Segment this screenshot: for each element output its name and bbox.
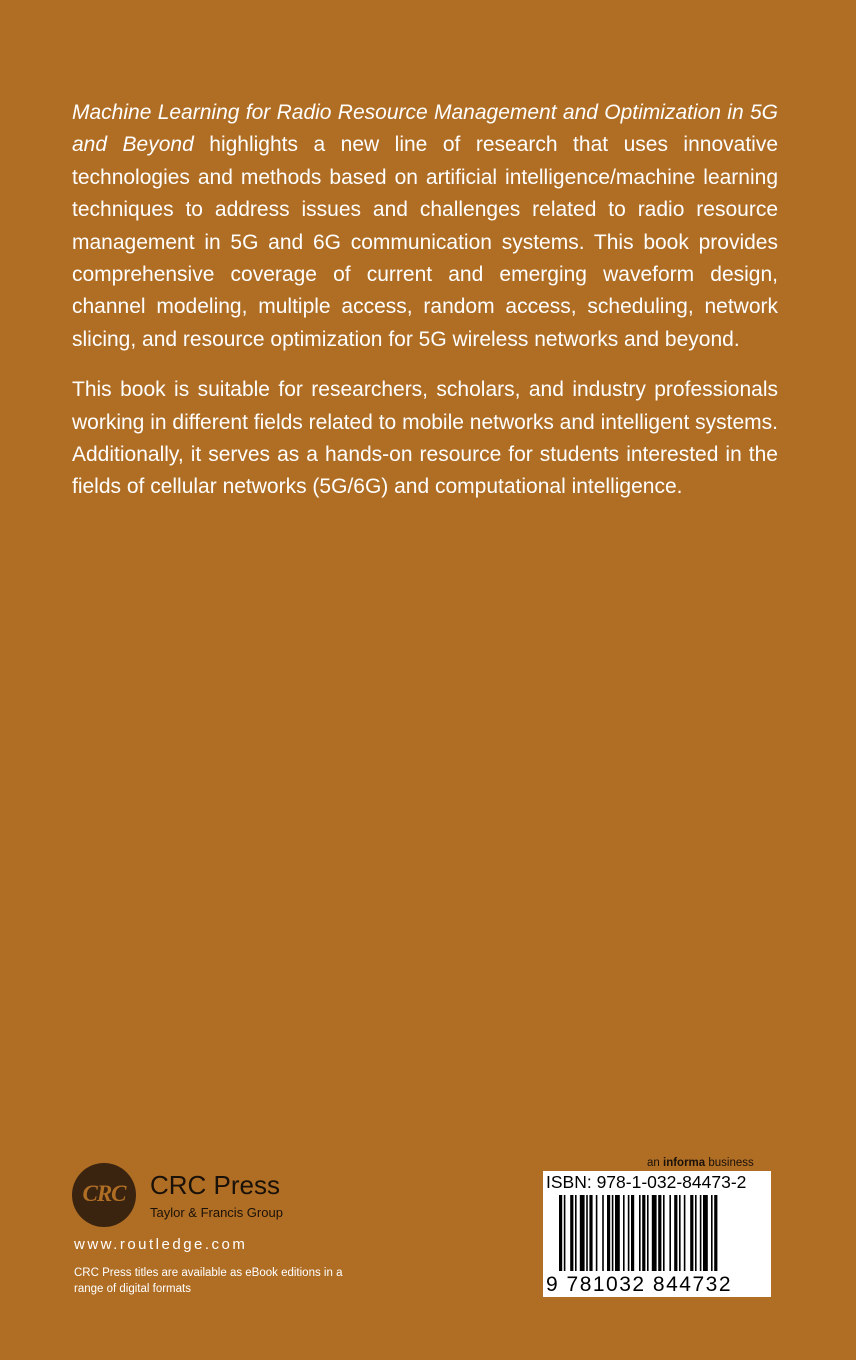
barcode-bar xyxy=(684,1195,686,1271)
barcode-bar xyxy=(647,1195,649,1271)
barcode-bar xyxy=(564,1195,566,1271)
ebook-note: CRC Press titles are available as eBook editions in a range of digital formats xyxy=(74,1267,343,1295)
barcode-bar xyxy=(631,1195,634,1271)
barcode-bar xyxy=(623,1195,625,1271)
barcode-bar xyxy=(570,1195,573,1271)
barcode-bar xyxy=(607,1195,610,1271)
description-paragraph-1 xyxy=(72,97,778,356)
informa-word: informa xyxy=(663,1157,706,1169)
publisher-group: Taylor & Francis Group xyxy=(150,1205,283,1220)
description-paragraph-2: This book is suitable for researchers, scholars, and industry professionals working in different fields related to mobile networks and intelligent systems. Additionally, it serves as a hands-on resource for students interested in the fields of cellular networks (5G/6G) and computational intelligence. xyxy=(72,378,778,499)
back-cover-description xyxy=(72,97,778,522)
barcode-bar xyxy=(652,1195,657,1271)
barcode-bars xyxy=(559,1195,763,1271)
barcode-bar xyxy=(575,1195,577,1271)
crc-logo xyxy=(72,1163,136,1227)
barcode-bar xyxy=(639,1195,641,1271)
barcode-bar xyxy=(612,1195,614,1271)
description-body: highlights a new line of research that uses innovative technologies and methods based on artificial intelligence/machine learning techniques to address issues and challenges related to radio resource management in 5G and 6G communication systems. This book provides comprehensive coverage of current and emerging waveform design, channel modeling, multiple access, random access, scheduling, network slicing, and resource optimization for 5G wireless networks and beyond. xyxy=(72,133,778,351)
barcode-bar xyxy=(628,1195,630,1271)
barcode-bar xyxy=(559,1195,562,1271)
barcode-bar xyxy=(679,1195,681,1271)
barcode-bar xyxy=(700,1195,702,1271)
barcode-bar xyxy=(690,1195,693,1271)
barcode-bar xyxy=(596,1195,598,1271)
barcode-bar xyxy=(711,1195,713,1271)
barcode-bar xyxy=(703,1195,708,1271)
barcode-bar xyxy=(642,1195,645,1271)
publisher-name: CRC Press xyxy=(150,1170,281,1200)
barcode-bar xyxy=(663,1195,665,1271)
isbn-barcode xyxy=(543,1171,771,1297)
barcode-digits: 9 781032 844732 xyxy=(546,1273,732,1296)
barcode-bar xyxy=(602,1195,604,1271)
barcode-bar xyxy=(714,1195,717,1271)
isbn-label: ISBN: 978-1-032-84473-2 xyxy=(546,1172,747,1192)
barcode-bar xyxy=(580,1195,585,1271)
informa-business-tagline: an informa business xyxy=(647,1157,754,1169)
publisher-website: www.routledge.com xyxy=(74,1236,248,1253)
barcode-bar xyxy=(669,1195,671,1271)
barcode-bar xyxy=(586,1195,588,1271)
book-title: Machine Learning for Radio Resource Management and Optimization in 5G and Beyond xyxy=(72,101,778,157)
barcode-bar xyxy=(695,1195,697,1271)
barcode-bar xyxy=(674,1195,677,1271)
barcode-bar xyxy=(615,1195,620,1271)
crc-logo-text: CRC xyxy=(82,1181,126,1206)
barcode-bar xyxy=(658,1195,661,1271)
barcode-bar xyxy=(589,1195,592,1271)
